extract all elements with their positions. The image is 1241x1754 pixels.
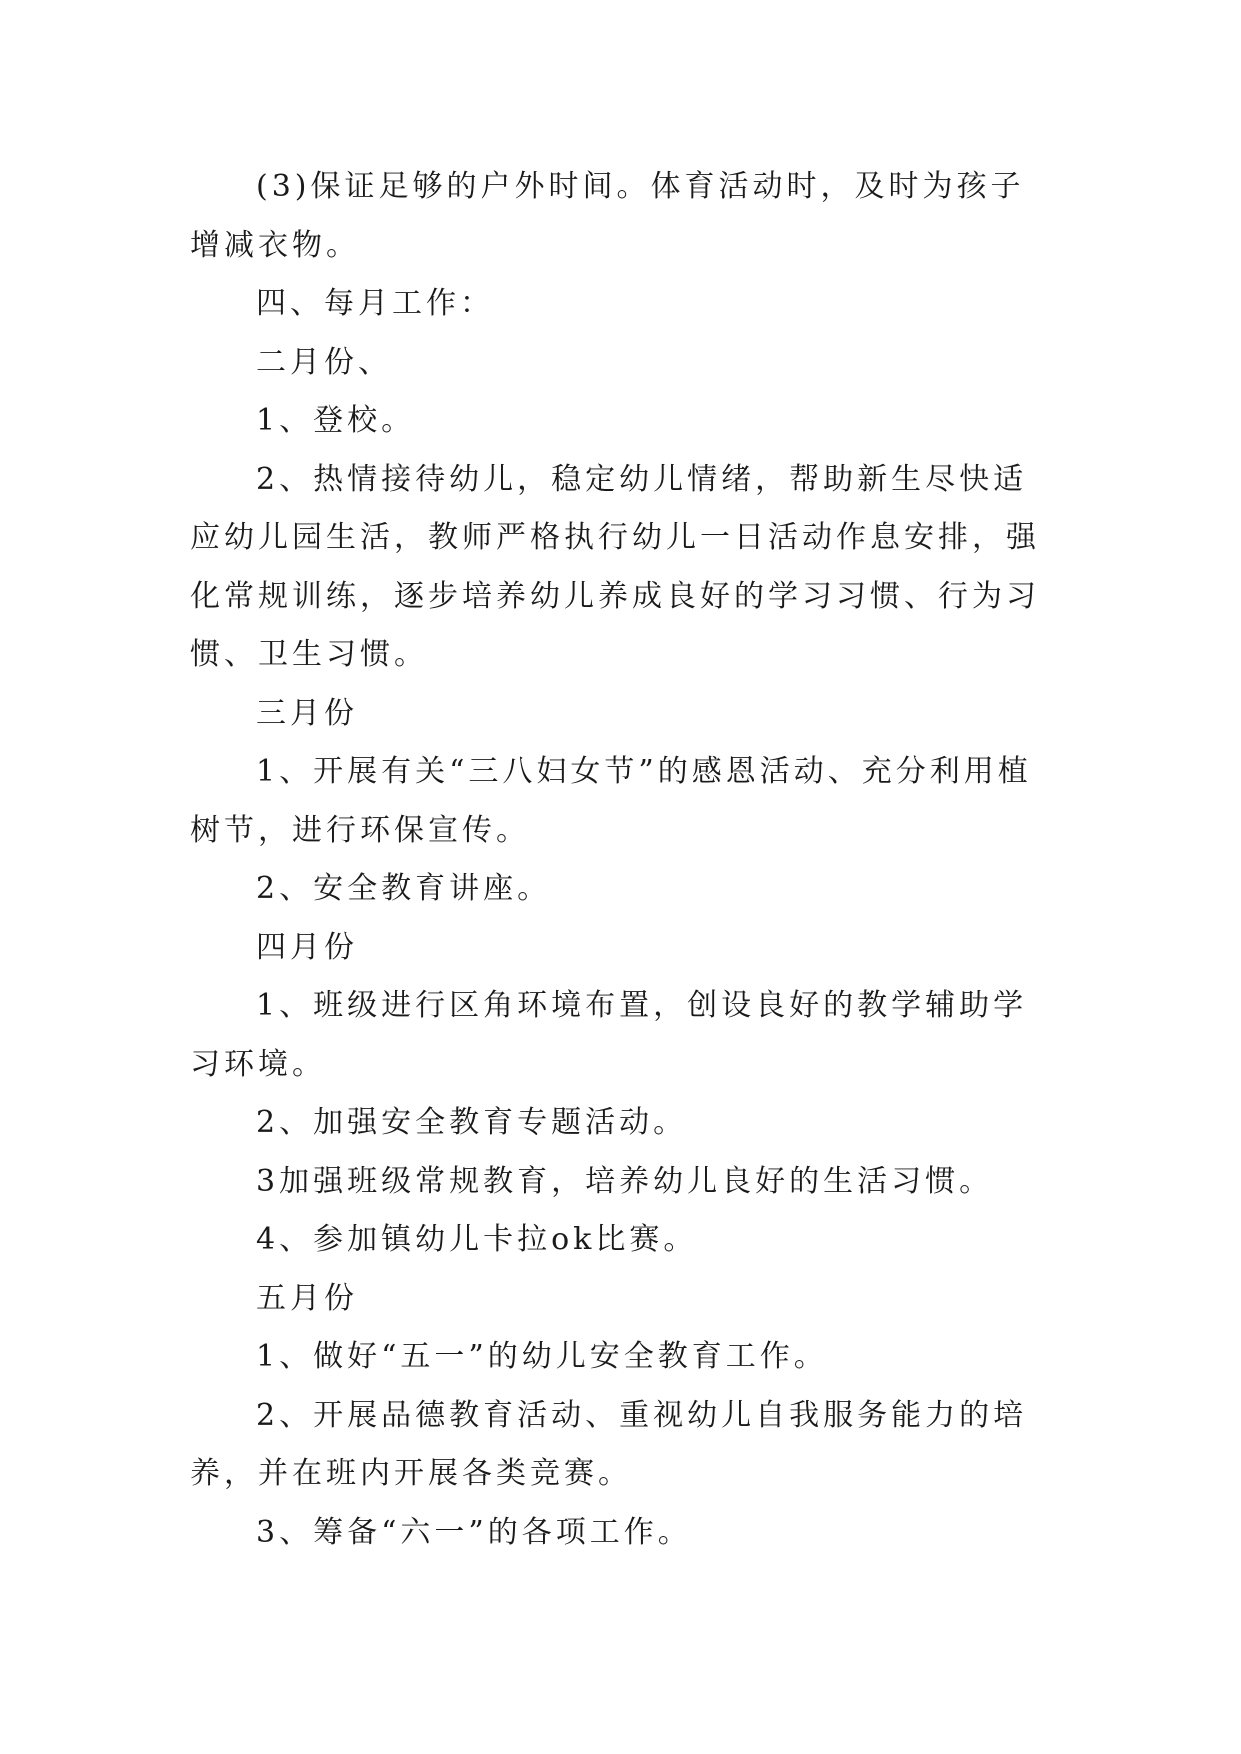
list-item: 3、筹备“六一”的各项工作。 — [256, 1514, 692, 1550]
list-item: 1、开展有关“三八妇女节”的感恩活动、充分利用植树节，进行环保宣传。 — [190, 754, 1032, 848]
list-item: 2、安全教育讲座。 — [256, 871, 552, 906]
month-heading: 五月份 — [256, 1280, 358, 1316]
paragraph: (3)保证足够的户外时间。体育活动时，及时为孩子增减衣物。 — [190, 169, 1025, 263]
list-item: 1、做好“五一”的幼儿安全教育工作。 — [256, 1339, 828, 1374]
list-item: 1、班级进行区角环境布置，创设良好的教学辅助学习环境。 — [190, 988, 1028, 1082]
list-item: 4、参加镇幼儿卡拉ok比赛。 — [256, 1222, 698, 1257]
month-heading: 二月份、 — [256, 344, 392, 380]
list-item: 1、登校。 — [256, 403, 416, 438]
month-heading: 三月份 — [256, 695, 358, 731]
list-item: 2、开展品德教育活动、重视幼儿自我服务能力的培养，并在班内开展各类竞赛。 — [190, 1397, 1028, 1491]
list-item: 3加强班级常规教育，培养幼儿良好的生活习惯。 — [256, 1163, 994, 1199]
section-heading: 四、每月工作： — [256, 286, 494, 321]
list-item: 2、热情接待幼儿，稳定幼儿情绪，帮助新生尽快适应幼儿园生活，教师严格执行幼儿一日活动作息安排，强化常规训练，逐步培养幼儿养成良好的学习习惯、行为习惯、卫生习惯。 — [190, 461, 1040, 672]
document-body — [190, 158, 1050, 1562]
list-item: 2、加强安全教育专题活动。 — [256, 1105, 688, 1140]
month-heading: 四月份 — [256, 929, 358, 965]
